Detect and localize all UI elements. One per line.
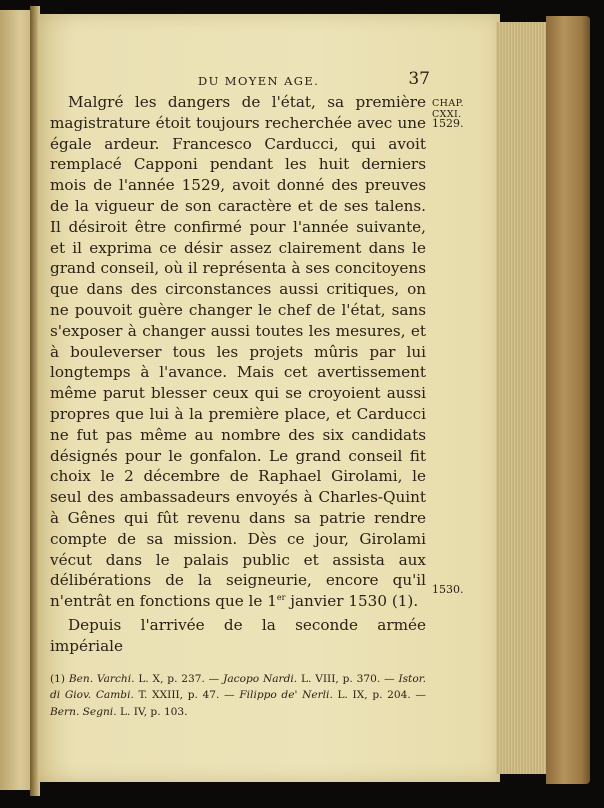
margin-note-chapter: CHAP. CXXI.: [432, 98, 464, 120]
footnote-citation-1: . L. X, p. 237. —: [131, 672, 224, 685]
footnote-citation-2: . L. VIII, p. 370. —: [293, 672, 399, 685]
footnote-citation-4: . L. IX, p. 204. —: [329, 689, 426, 702]
footnote-ref-nardi: Jacopo Nardi: [223, 672, 294, 685]
paragraph-1: [50, 92, 426, 612]
footnote-citation-3: . T. XXIII, p. 47. —: [130, 689, 240, 702]
paragraph-1-end: janvier 1530 (1).: [285, 592, 419, 611]
book-cover-edge: [546, 16, 590, 784]
margin-note-year-1530: 1530.: [432, 583, 464, 596]
footnote-citation-5: . L. IV, p. 103.: [113, 705, 188, 718]
page-number: 37: [408, 69, 430, 89]
running-head-title: DU MOYEN AGE.: [198, 74, 320, 88]
page-fore-edge: [496, 22, 550, 774]
running-head: [50, 69, 490, 92]
left-page-edge: [0, 10, 34, 790]
footnote-ref-nerli: Filippo de' Nerli: [239, 689, 330, 702]
footnote-ref-cambi: Istor. di Giov. Cambi: [50, 672, 426, 702]
paragraph-2: Depuis l'arrivée de la seconde armée impériale: [50, 615, 426, 655]
main-text: [50, 92, 426, 657]
text-block: [50, 69, 490, 720]
superscript-er: er: [276, 593, 286, 603]
footnote: [50, 671, 426, 721]
footnote-ref-varchi: Ben. Varchi: [68, 672, 132, 685]
paragraph-1-text: Malgré les dangers de l'état, sa première magistrature étoit toujours recherchée avec une égale ardeur. Francesco Carducci, qui avoit remplacé Capponi pendant les huit derniers mois de l'année 1529, avoit donné des preuves de la vigueur de son caractère et de ses talens. Il désiroit être confirmé pour l'année suivante, et il exprima ce désir assez clairement dans le grand conseil, où il représenta à ses concitoyens que dans des circonstances aussi critiques, on ne pouvoit guère changer le chef de l'état, sans s'exposer à changer aussi toutes les mesures, et à bouleverser tous les projets mûris par lui longtemps à l'avance. Mais cet avertissement même parut blesser ceux qui se croyoient aussi propres que lui à la première place, et Carducci ne fut pas même au nombre des six candidats désignés pour le gonfalon. Le grand conseil fit choix le 2 décembre de Raphael Girolami, le seul des ambassadeurs envoyés à Charles-Quint à Gênes qui fût revenu dans sa patrie rendre compte de sa mission. Dès ce jour, Girolami vécut dans le palais public et assista aux délibérations de la seigneurie, encore qu'il n'entrât en fonctions que le 1: [50, 93, 426, 611]
footnote-ref-segni: Bern. Segni: [50, 705, 114, 718]
footnote-marker: (1): [50, 672, 66, 685]
margin-note-year-1529: 1529.: [432, 117, 464, 130]
